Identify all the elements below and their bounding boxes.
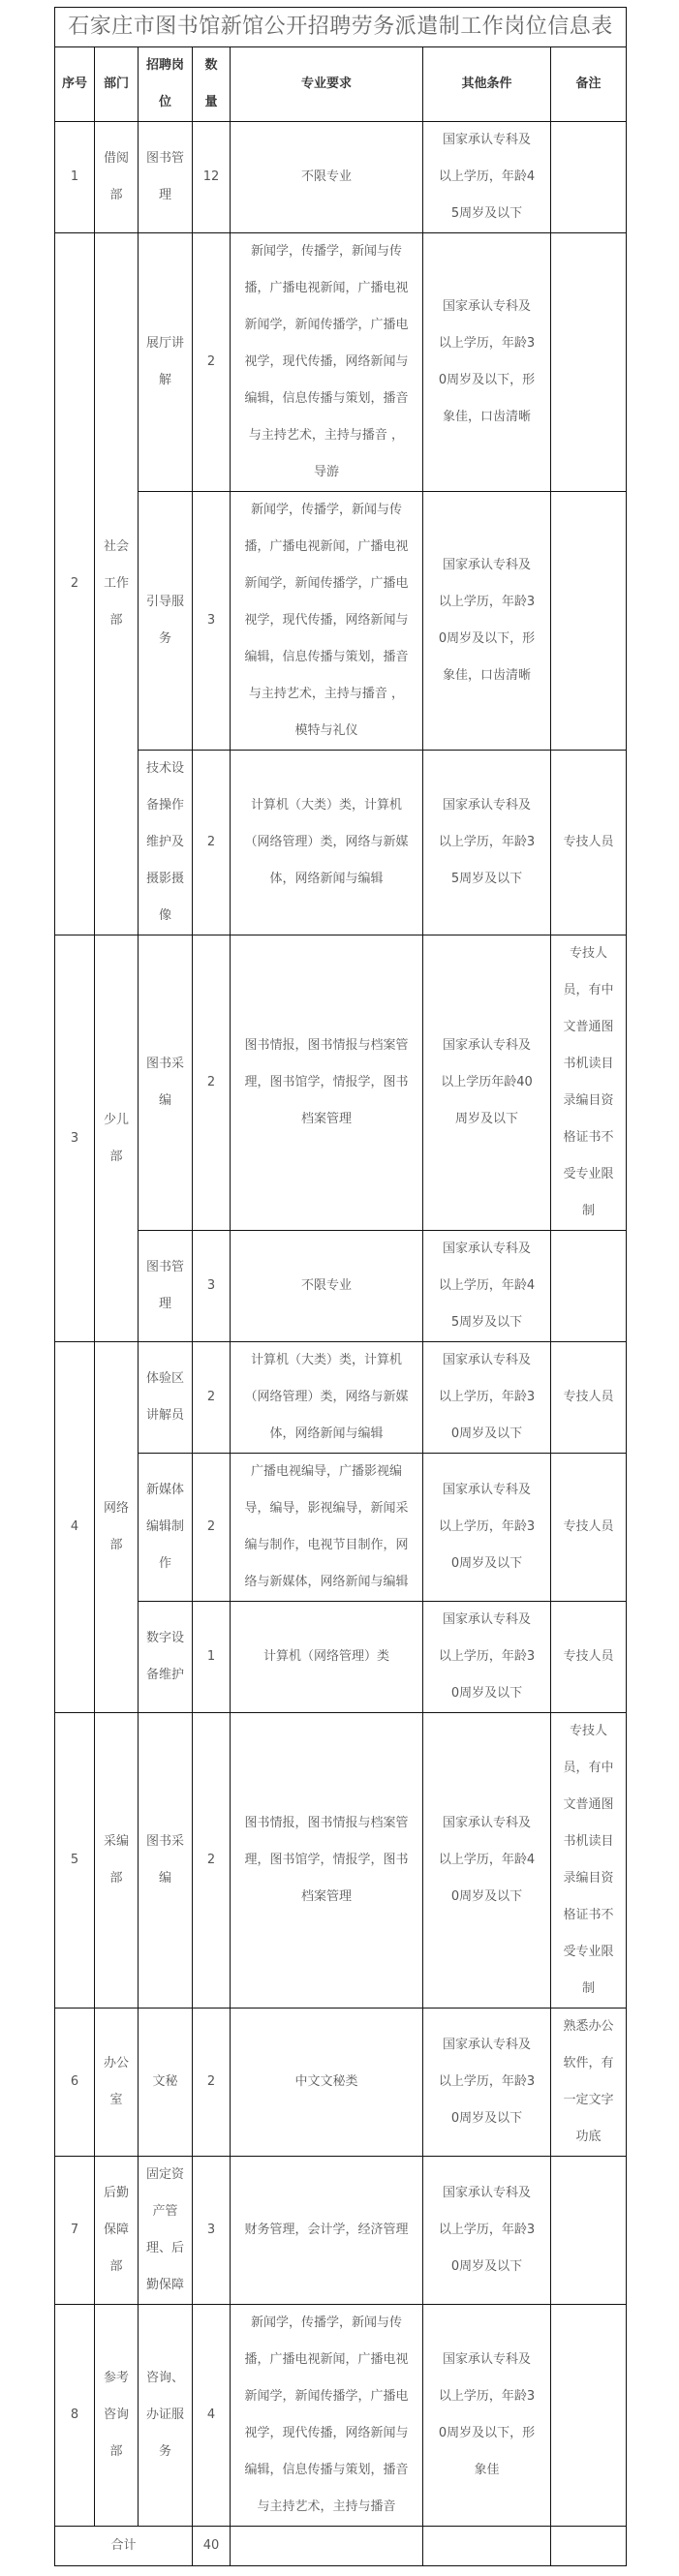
remark: 专技人员，有中文普通图书机读目录编目资格证书不受专业限制 [551,1713,627,2009]
major-requirement: 不限专业 [231,122,423,233]
header-count: 数量 [193,47,231,122]
other-conditions: 国家承认专科及以上学历，年龄30周岁及以下，形象佳 [423,2305,551,2527]
remark [551,122,627,233]
count: 3 [193,2157,231,2305]
table-row [55,2305,627,2527]
position: 新媒体编辑制作 [139,1454,193,1602]
position: 图书管理 [139,1231,193,1342]
table-row [55,233,627,492]
other-conditions: 国家承认专科及以上学历，年龄30周岁及以下，形象佳，口齿清晰 [423,492,551,751]
table-row [55,1454,627,1602]
position: 图书采编 [139,935,193,1231]
row-index: 3 [55,935,95,1342]
count: 1 [193,1602,231,1713]
row-index: 1 [55,122,95,233]
department: 参考咨询部 [95,2305,139,2527]
major-requirement: 中文文秘类 [231,2009,423,2157]
remark [551,1231,627,1342]
table-row [55,122,627,233]
table-row [55,751,627,935]
row-index: 6 [55,2009,95,2157]
department: 少儿部 [95,935,139,1342]
table-row [55,1713,627,2009]
department: 后勤保障部 [95,2157,139,2305]
count: 3 [193,1231,231,1342]
total-other-empty [423,2527,551,2566]
row-index: 4 [55,1342,95,1713]
major-requirement: 计算机（大类）类，计算机（网络管理）类，网络与新媒体，网络新闻与编辑 [231,751,423,935]
position: 引导服务 [139,492,193,751]
other-conditions: 国家承认专科及以上学历，年龄45周岁及以下 [423,122,551,233]
other-conditions: 国家承认专科及以上学历，年龄30周岁及以下 [423,2157,551,2305]
department: 办公室 [95,2009,139,2157]
major-requirement: 计算机（大类）类，计算机（网络管理）类，网络与新媒体，网络新闻与编辑 [231,1342,423,1454]
department: 采编部 [95,1713,139,2009]
table-row [55,1342,627,1454]
table-row [55,1602,627,1713]
other-conditions: 国家承认专科及以上学历，年龄30周岁及以下 [423,2009,551,2157]
table-row [55,2009,627,2157]
remark [551,492,627,751]
position: 图书管理 [139,122,193,233]
other-conditions: 国家承认专科及以上学历，年龄40周岁及以下 [423,1713,551,2009]
count: 4 [193,2305,231,2527]
count: 2 [193,1342,231,1454]
other-conditions: 国家承认专科及以上学历，年龄35周岁及以下 [423,751,551,935]
header-row [55,47,627,122]
count: 2 [193,2009,231,2157]
remark: 专技人员 [551,1602,627,1713]
remark: 专技人员 [551,751,627,935]
header-remark: 备注 [551,47,627,122]
major-requirement: 财务管理，会计学，经济管理 [231,2157,423,2305]
remark: 专技人员，有中文普通图书机读目录编目资格证书不受专业限制 [551,935,627,1231]
header-dept: 部门 [95,47,139,122]
count: 12 [193,122,231,233]
table-row [55,2157,627,2305]
count: 2 [193,751,231,935]
position: 体验区讲解员 [139,1342,193,1454]
total-count: 40 [193,2527,231,2566]
total-major-empty [231,2527,423,2566]
position: 数字设备维护 [139,1602,193,1713]
header-other: 其他条件 [423,47,551,122]
remark: 专技人员 [551,1342,627,1454]
other-conditions: 国家承认专科及以上学历，年龄30周岁及以下 [423,1342,551,1454]
remark: 专技人员 [551,1454,627,1602]
count: 3 [193,492,231,751]
recruitment-table [54,7,627,2566]
header-major: 专业要求 [231,47,423,122]
remark [551,233,627,492]
row-index: 7 [55,2157,95,2305]
count: 2 [193,935,231,1231]
department: 社会工作部 [95,233,139,935]
other-conditions: 国家承认专科及以上学历，年龄30周岁及以下，形象佳，口齿清晰 [423,233,551,492]
header-index: 序号 [55,47,95,122]
major-requirement: 不限专业 [231,1231,423,1342]
major-requirement: 新闻学，传播学，新闻与传播，广播电视新闻，广播电视新闻学，新闻传播学，广播电视学，现代传播，网络新闻与编辑，信息传播与策划，播音与主持艺术，主持与播音 [231,2305,423,2527]
position: 文秘 [139,2009,193,2157]
row-index: 8 [55,2305,95,2527]
table-row [55,1231,627,1342]
row-index: 2 [55,233,95,935]
row-index: 5 [55,1713,95,2009]
position: 技术设备操作维护及摄影摄像 [139,751,193,935]
count: 2 [193,1454,231,1602]
table-title: 石家庄市图书馆新馆公开招聘劳务派遣制工作岗位信息表 [55,8,627,47]
position: 展厅讲解 [139,233,193,492]
total-row [55,2527,627,2566]
remark: 熟悉办公软件，有一定文字功底 [551,2009,627,2157]
position: 咨询、办证服务 [139,2305,193,2527]
department: 借阅部 [95,122,139,233]
major-requirement: 计算机（网络管理）类 [231,1602,423,1713]
header-position: 招聘岗位 [139,47,193,122]
other-conditions: 国家承认专科及以上学历，年龄45周岁及以下 [423,1231,551,1342]
total-label: 合计 [55,2527,193,2566]
total-remark-empty [551,2527,627,2566]
remark [551,2157,627,2305]
count: 2 [193,1713,231,2009]
other-conditions: 国家承认专科及以上学历，年龄30周岁及以下 [423,1602,551,1713]
table-row [55,935,627,1231]
department: 网络部 [95,1342,139,1713]
position: 固定资产管理、后勤保障 [139,2157,193,2305]
remark [551,2305,627,2527]
count: 2 [193,233,231,492]
major-requirement: 图书情报，图书情报与档案管理，图书馆学，情报学，图书档案管理 [231,1713,423,2009]
table-row [55,492,627,751]
major-requirement: 图书情报，图书情报与档案管理，图书馆学，情报学，图书档案管理 [231,935,423,1231]
position: 图书采编 [139,1713,193,2009]
other-conditions: 国家承认专科及以上学历，年龄30周岁及以下 [423,1454,551,1602]
major-requirement: 新闻学，传播学，新闻与传播，广播电视新闻，广播电视新闻学，新闻传播学，广播电视学，现代传播，网络新闻与编辑，信息传播与策划，播音与主持艺术，主持与播音 ，导游 [231,233,423,492]
major-requirement: 广播电视编导，广播影视编导，编导，影视编导，新闻采编与制作，电视节目制作，网络与新媒体，网络新闻与编辑 [231,1454,423,1602]
other-conditions: 国家承认专科及以上学历年龄40周岁及以下 [423,935,551,1231]
major-requirement: 新闻学，传播学，新闻与传播，广播电视新闻，广播电视新闻学，新闻传播学，广播电视学，现代传播，网络新闻与编辑，信息传播与策划，播音与主持艺术，主持与播音 ，模特与礼仪 [231,492,423,751]
